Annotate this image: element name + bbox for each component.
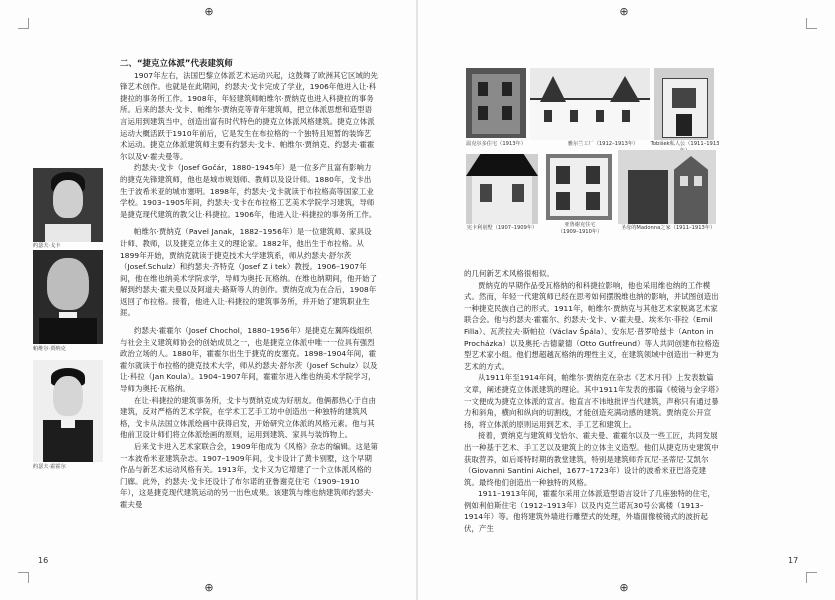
crop-mark-icon	[18, 18, 29, 29]
right-page	[418, 0, 835, 600]
registration-mark-icon: ⊕	[619, 5, 629, 18]
registration-mark-icon: ⊕	[204, 581, 214, 594]
section-heading: 二、“捷克立体派”代表建筑师	[120, 58, 233, 68]
photo-building	[654, 68, 714, 140]
photo-building	[618, 150, 716, 224]
paragraph: 接着，贾纳克与建筑师戈恰尔、霍夫曼、霍霍尔以及一些工匠，共同发展出一种基于艺术、手工艺以及建筑上的立体主义造型。他们从捷克历史建筑中获取营养，如后哥特时期的教堂建筑，特别是建筑师乔瓦尼·圣蒂尼·艾凯尔（Giovanni Santini Aichel，1677–1723年）设计的波希米亚巴洛克建筑。最终他们创造出一种独特的风格。	[464, 431, 719, 487]
page-number: 17	[788, 556, 799, 565]
right-text-block	[464, 268, 720, 535]
paragraph: 1911–1913年间，霍霍尔采用立体派造型语言设计了几座独特的住宅，例如利伯斯住宅（1912–1913年）以及内克兰诺瓦30号公寓楼（1913–1914年）等。他将建筑外墙进行雕塑式的处理，外墙面像棱镜式的波折起伏，产生	[464, 489, 715, 534]
photo-caption: 亚鲁谢克住宅	[564, 222, 596, 228]
crop-mark-icon	[18, 572, 29, 583]
paragraph: 帕维尔·贾纳克（Pavel Janak，1882–1956年）是一位建筑师、家具设计师、教师，以及捷克立体主义的理论家。1882年，他出生于布拉格。从1899年开始，贾纳克就读于捷克技术大学建筑系，师从约瑟夫·舒尔茨（Josef.Schulz）和约瑟夫·齐特克（Josef Z i tek）教授。1906–1907年间，他在维也纳美术学院求学，导师为奥托·瓦格纳。在维也纳期间，他开始了解到约瑟夫·霍夫曼以及阿道夫·路斯等人的创作。贾纳克成为在合后，1908年返回了布拉格。接着，他进入让·科捷拉的建筑事务所，并开始了建筑职业生涯。	[120, 227, 378, 318]
registration-mark-icon: ⊕	[204, 5, 214, 18]
portrait-caption: 约瑟夫·霍霍尔	[33, 464, 66, 470]
paragraph: 在让·科捷拉的建筑事务所，戈卡与贾纳克成为好朋友。他俩都热心于自由建筑，反对严格的艺术学院，在学术工艺手工坊中创造出一种独特的建筑风格，戈卡从法国立体派绘画中获得启发，开始研究立体派的风格元素。他与其他前卫设计师们将立体派绘画的原则，运用到建筑、家具与装饰物上。	[120, 395, 377, 440]
paragraph: 后来戈卡进入艺术家联合会，1909年他成为《风格》杂志的编辑。这是第一本波希米亚建筑杂志。1907–1909年间，戈卡设计了黄卡别墅，这个早期作品与新艺术运动风格有关。1913年，戈卡又为它增建了一个立体派风格的门廊。此外，约瑟夫·戈卡还设计了布尔诺的亚鲁谢克住宅（1909–1910年），这是捷克现代建筑运动的另一出色成果。该建筑与维也纳建筑师约瑟夫·霍夫曼	[120, 442, 378, 509]
crop-mark-icon	[806, 572, 817, 583]
photo-caption: 圣母的Madonna之家（1911–1913年）	[620, 225, 716, 231]
paragraph: 1907年左右，法国巴黎立体派艺术运动兴起，这鼓舞了欧洲其它区域的先锋艺术创作。也就是在此期间，约瑟夫·戈卡完成了学业，1906年他进入让·科捷拉的事务所工作。1908年，年轻建筑师帕维尔·贾纳克也进入科捷拉的事务所。后来的瑟夫·戈卡、帕维尔·贾纳克等青年建筑师，把立体派思想和造型语言运用到建筑当中，创造出富有时代特色的捷克立体派风格建筑。捷克立体派运动大概活跃于1910年前后，它是发生在布拉格的一个独特且短暂的装饰艺术运动。捷克立体派建筑师主要有约瑟夫·戈卡、帕维尔·贾纳克、约瑟夫·霍霍尔以及V·霍夫曼等。	[120, 70, 378, 161]
paragraph: 约瑟夫·霍霍尔（Josef Chochol，1880–1956年）是捷克左翼阵线组织与社会主义建筑师协会的创始成员之一，也是捷克立体派中唯一一位具有强烈政治立场的人。1880年，霍霍尔出生于捷克的皮塞克。1898–1904年间，霍霍尔就读于布拉格的捷克技术大学，师从约瑟夫·舒尔茨（Josef Schulz）以及让·科拉（Jan Koula）。1904–1907年间，霍霍尔进入维也纳美术学院学习，导师为奥托·瓦格纳。	[120, 326, 378, 394]
photo-caption: 温克尔多住宅（1913年）	[466, 141, 526, 147]
portrait-caption: 约瑟夫·戈卡	[33, 243, 61, 249]
photo-caption: 宪卡利别墅（1907–1909年）	[466, 225, 538, 231]
paragraph: 的几何新艺术风格很相似。	[464, 269, 554, 278]
photo-building	[466, 68, 526, 138]
portrait-gocar	[33, 168, 103, 242]
crop-mark-icon	[806, 18, 817, 29]
photo-building	[466, 154, 538, 224]
registration-mark-icon: ⊕	[619, 581, 629, 594]
portrait-chochol	[33, 360, 103, 462]
photo-caption: （1909–1910年）	[557, 229, 603, 235]
page-number: 16	[38, 556, 49, 565]
photo-caption: Tobišek私人公（1911–1913	[650, 141, 720, 147]
portrait-janak	[33, 250, 103, 344]
portrait-caption: 帕维尔·贾纳克	[33, 346, 66, 352]
left-text-block	[120, 58, 378, 511]
photo-building	[530, 68, 650, 140]
paragraph: 约瑟夫·戈卡（Josef Gočár，1880–1945年）是一位多产且富有影响力的捷克先锋建筑师，他也是城市规划师、教师以及设计师。1880年，戈卡出生于波希米亚的城市塞明。1898年，约瑟夫·戈卡就读于布拉格高等国家工业学校。1903–1905年间，约瑟夫·戈卡在布拉格工艺美术学院学习建筑，导师是捷克现代建筑的教父让·科捷拉。1906年，他进入让·科捷拉的事务所工作。	[120, 163, 377, 219]
photo-building	[546, 154, 612, 220]
paragraph: 贾纳克的早期作品受瓦格纳的和科捷拉影响，他也采用维也纳的工作模式。然而，年轻一代建筑师已经在思考如何摆脱维也纳的影响，并试图创造出一种捷克民族自己的形式。1911年，帕维尔·贾纳克与其他艺术家脱离艺术家联合会。他与约瑟夫·霍霍尔、约瑟夫·戈卡、V·霍夫曼、埃米尔·菲拉（Emil Filla）、瓦茨拉夫·斯帕拉（Václav Špála）、安东尼·普罗哈兹卡（Anton in Procházka）以及奥托·古德蒙德（Otto Gutfreund）等人共同创建布拉格造型艺术家小组。他们想超越瓦格纳的理性主义，在建筑领域中创造出一种更为艺术的方式。	[464, 280, 720, 371]
paragraph: 从1911年至1914年间，帕维尔·贾纳克在杂志《艺术月刊》上发表数篇文章，阐述捷克立体派建筑的理论。其中1911年发表的那篇《棱镜与金字塔》一文便成为捷克立体派的宣言。他直言不讳地批评当代建筑，声称只有通过暴力和斜角，横向和纵向的切割线，才能创造充满动感的建筑。贾纳克公开宣扬，将立体派的原则运用到艺术、手工艺和建筑上。	[464, 373, 720, 429]
left-page	[0, 0, 417, 600]
photo-caption: 雅尔兰工厂（1912–1913年）	[567, 141, 639, 147]
